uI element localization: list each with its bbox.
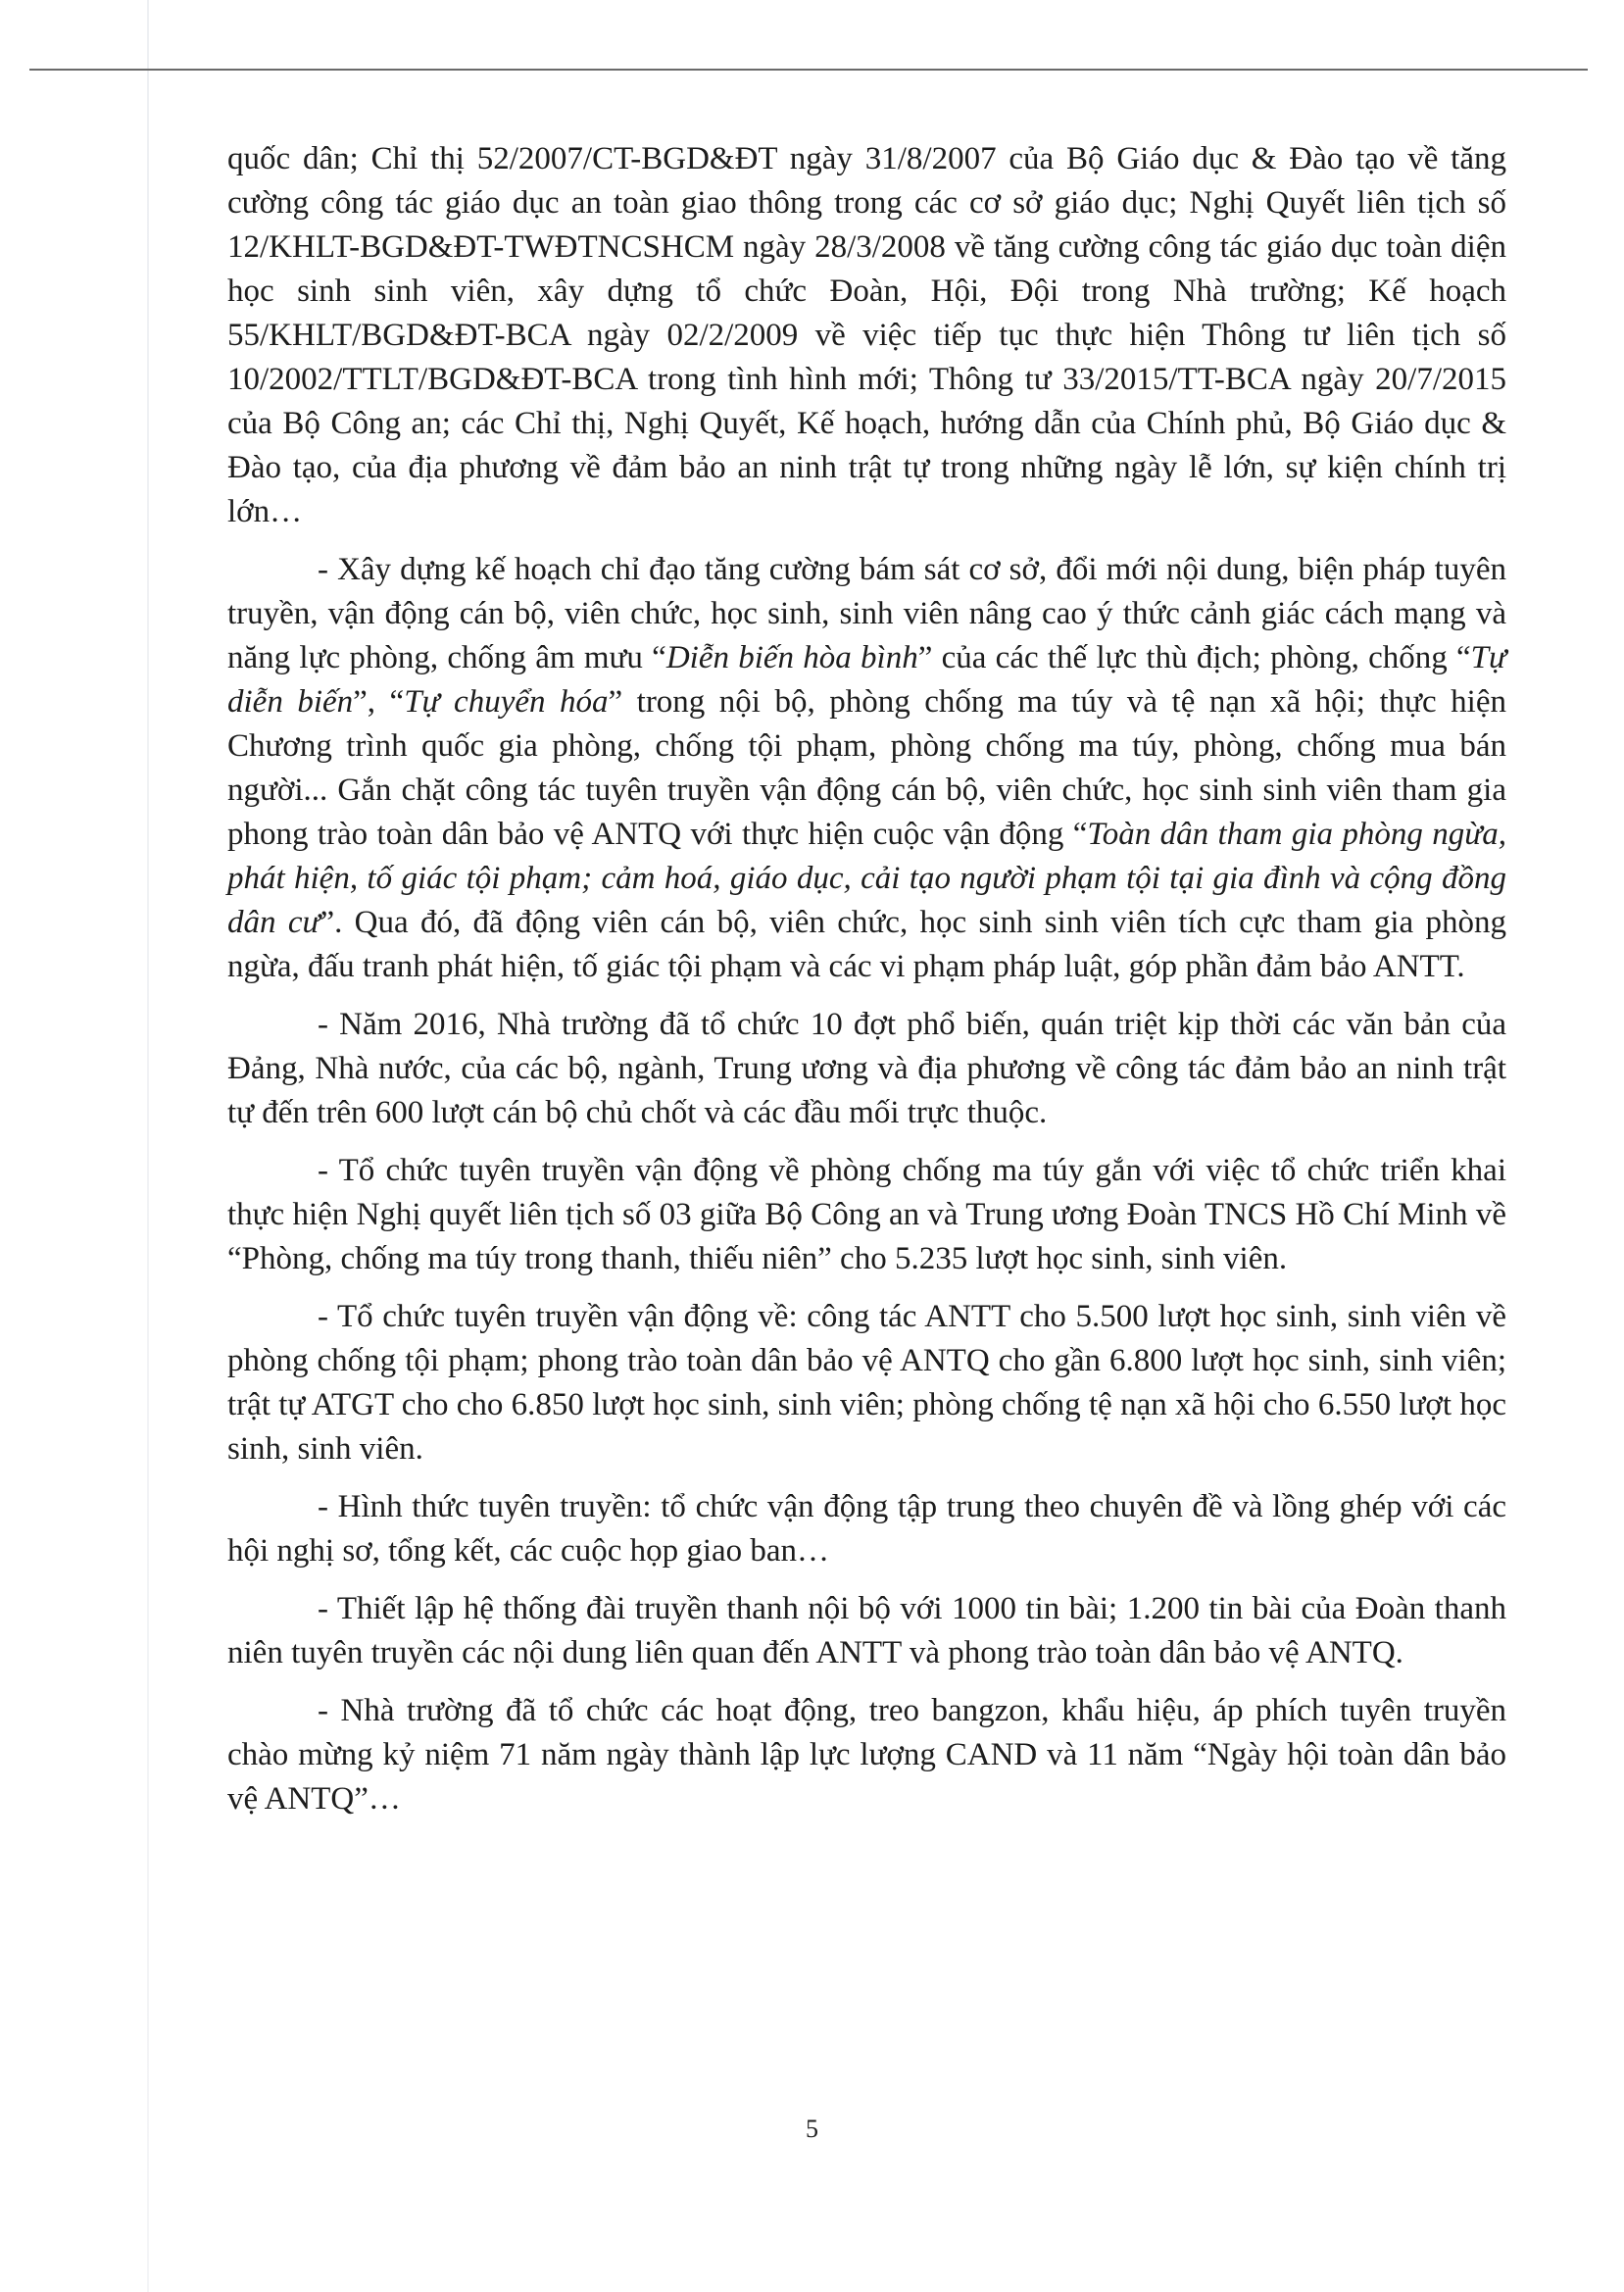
text-run: - Hình thức tuyên truyền: tổ chức vận động tập trung theo chuyên đề và lồng ghép với các hội nghị sơ, tổng kết, các cuộc họp giao ban… xyxy=(227,1489,1506,1569)
paragraph-item xyxy=(227,1149,1506,1281)
header-rule xyxy=(29,69,1588,71)
paragraph-item xyxy=(227,1485,1506,1573)
document-body xyxy=(227,137,1506,1835)
text-run: ” của các thế lực thù địch; phòng, chống “ xyxy=(917,640,1471,675)
italic-quote: Tự chuyển hóa xyxy=(404,684,609,720)
text-run: - Tổ chức tuyên truyền vận động về phòng chống ma túy gắn với việc tổ chức triển khai thực hiện Nghị quyết liên tịch số 03 giữa Bộ Công an và Trung ương Đoàn TNCS Hồ Chí Minh về “Phòng, chống ma túy trong thanh, thiếu niên” cho 5.235 lượt học sinh, sinh viên. xyxy=(227,1153,1506,1276)
text-run: - Năm 2016, Nhà trường đã tổ chức 10 đợt phổ biến, quán triệt kịp thời các văn bản của Đảng, Nhà nước, của các bộ, ngành, Trung ương và địa phương về công tác đảm bảo an ninh trật tự đến trên 600 lượt cán bộ chủ chốt và các đầu mối trực thuộc. xyxy=(227,1007,1506,1130)
text-run: - Thiết lập hệ thống đài truyền thanh nội bộ với 1000 tin bài; 1.200 tin bài của Đoàn thanh niên tuyên truyền các nội dung liên quan đến ANTT và phong trào toàn dân bảo vệ ANTQ. xyxy=(227,1591,1506,1670)
text-run: ” trong nội bộ, phòng chống ma túy và tệ nạn xã hội; thực hiện Chương trình quốc gia phòng, chống tội phạm, phòng chống ma túy, phòng, chống mua bán người... Gắn chặt công tác tuyên truyền vận động cán bộ, viên chức, học sinh sinh viên tham gia phong trào toàn dân bảo vệ ANTQ với thực hiện cuộc vận động “ xyxy=(227,684,1507,852)
text-run: - Nhà trường đã tổ chức các hoạt động, treo bangzon, khẩu hiệu, áp phích tuyên truyền chào mừng kỷ niệm 71 năm ngày thành lập lực lượng CAND và 11 năm “Ngày hội toàn dân bảo vệ ANTQ”… xyxy=(227,1693,1506,1817)
paragraph-item xyxy=(227,548,1506,989)
text-run: quốc dân; Chỉ thị 52/2007/CT-BGD&ĐT ngày 31/8/2007 của Bộ Giáo dục & Đào tạo về tăng cường công tác giáo dục an toàn giao thông trong các cơ sở giáo dục; Nghị Quyết liên tịch số 12/KHLT-BGD&ĐT-TWĐTNCSHCM ngày 28/3/2008 về tăng cường công tác giáo dục toàn diện học sinh sinh viên, xây dựng tổ chức Đoàn, Hội, Đội trong Nhà trường; Kế hoạch 55/KHLT/BGD&ĐT-BCA ngày 02/2/2009 về việc tiếp tục thực hiện Thông tư liên tịch số 10/2002/TTLT/BGD&ĐT-BCA trong tình hình mới; Thông tư 33/2015/TT-BCA ngày 20/7/2015 của Bộ Công an; các Chỉ thị, Nghị Quyết, Kế hoạch, hướng dẫn của Chính phủ, Bộ Giáo dục & Đào tạo, của địa phương về đảm bảo an ninh trật tự trong những ngày lễ lớn, sự kiện chính trị lớn… xyxy=(227,141,1506,529)
paragraph-continuation xyxy=(227,137,1506,534)
text-run: ”, “ xyxy=(353,684,405,720)
italic-quote: Diễn biến hòa bình xyxy=(665,640,918,675)
italic-quote: Tự diễn biến xyxy=(227,640,1506,720)
italic-quote: Toàn dân tham gia phòng ngừa, phát hiện, tố giác tội phạm; cảm hoá, giáo dục, cải tạo người phạm tội tại gia đình và cộng đồng dân cư xyxy=(227,817,1506,940)
paragraph-item xyxy=(227,1295,1506,1471)
scan-edge-shadow xyxy=(147,0,149,2292)
text-run: - Tổ chức tuyên truyền vận động về: công tác ANTT cho 5.500 lượt học sinh, sinh viên về phòng chống tội phạm; phong trào toàn dân bảo vệ ANTQ cho gần 6.800 lượt học sinh, sinh viên; trật tự ATGT cho cho 6.850 lượt học sinh, sinh viên; phòng chống tệ nạn xã hội cho 6.550 lượt học sinh, sinh viên. xyxy=(227,1299,1506,1467)
paragraph-item xyxy=(227,1689,1506,1821)
page-number: 5 xyxy=(806,2115,818,2143)
text-run: ”. Qua đó, đã động viên cán bộ, viên chức, học sinh sinh viên tích cực tham gia phòng ngừa, đấu tranh phát hiện, tố giác tội phạm và các vi phạm pháp luật, góp phần đảm bảo ANTT. xyxy=(227,905,1506,984)
text-run: - Xây dựng kế hoạch chỉ đạo tăng cường bám sát cơ sở, đổi mới nội dung, biện pháp tuyên truyền, vận động cán bộ, viên chức, học sinh, sinh viên nâng cao ý thức cảnh giác cách mạng và năng lực phòng, chống âm mưu “ xyxy=(227,552,1506,675)
paragraph-item xyxy=(227,1003,1506,1135)
paragraph-item xyxy=(227,1587,1506,1675)
